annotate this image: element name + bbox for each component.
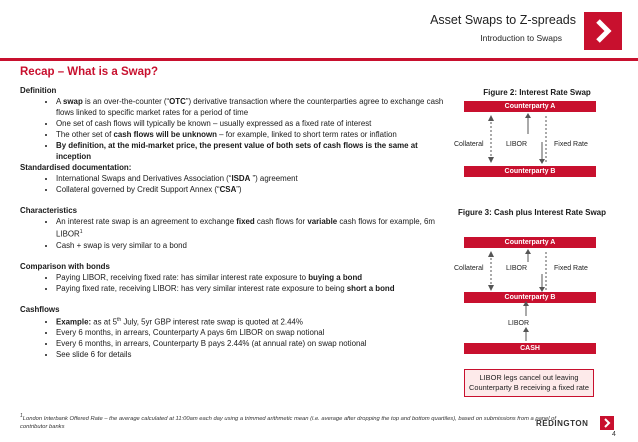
figure3-title: Figure 3: Cash plus Interest Rate Swap bbox=[457, 208, 607, 217]
figure3-libor2-label: LIBOR bbox=[508, 320, 530, 327]
definition-list bbox=[20, 96, 445, 162]
characteristics-list bbox=[20, 216, 445, 251]
figure2-counterparty-a: Counterparty A bbox=[464, 101, 596, 112]
standardised-list bbox=[20, 173, 445, 195]
list-item: • Cash + swap is very similar to a bond bbox=[56, 240, 445, 251]
header-rule bbox=[0, 58, 638, 61]
characteristics-heading: Characteristics bbox=[20, 206, 78, 215]
figure3-counterparty-b: Counterparty B bbox=[464, 292, 596, 303]
list-item: • One set of cash flows will typically be known – usually expressed as a fixed rate of interest bbox=[56, 118, 445, 129]
list-item: • Every 6 months, in arrears, Counterparty B pays 2.44% (at annual rate) on swap notional bbox=[56, 338, 445, 349]
figure2-flow-arrows bbox=[460, 112, 600, 166]
list-item: • Collateral governed by Credit Support Annex (“CSA”) bbox=[56, 184, 445, 195]
figure2-collateral-label: Collateral bbox=[454, 141, 484, 148]
figure3-cash: CASH bbox=[464, 343, 596, 354]
list-item: • See slide 6 for details bbox=[56, 349, 445, 360]
deck-title: Asset Swaps to Z-spreads bbox=[430, 13, 576, 27]
comparison-heading: Comparison with bonds bbox=[20, 261, 110, 271]
comparison-list bbox=[20, 272, 445, 294]
list-item: • The other set of cash flows will be unknown – for example, linked to short term rates or inflation bbox=[56, 129, 445, 140]
figure2-counterparty-b: Counterparty B bbox=[464, 166, 596, 177]
section-title: Recap – What is a Swap? bbox=[20, 66, 159, 78]
figure3-libor-label: LIBOR bbox=[506, 265, 528, 272]
list-item: • Paying fixed rate, receiving LIBOR: has very similar interest rate exposure to being short a bond bbox=[56, 283, 445, 294]
list-item: • By definition, at the mid-market price, the present value of both sets of cash flows is the same at inception bbox=[56, 140, 445, 162]
cashflows-list bbox=[20, 315, 445, 361]
figure3-fixed-rate-label: Fixed Rate bbox=[554, 265, 588, 272]
figure3-collateral-label: Collateral bbox=[454, 265, 484, 272]
deck-subtitle: Introduction to Swaps bbox=[480, 33, 562, 43]
list-item: • Every 6 months, in arrears, Counterparty A pays 6m LIBOR on swap notional bbox=[56, 327, 445, 338]
chevron-logo-icon bbox=[584, 12, 622, 50]
list-item: • Paying LIBOR, receiving fixed rate: has similar interest rate exposure to buying a bond bbox=[56, 272, 445, 283]
figure3-counterparty-a: Counterparty A bbox=[464, 237, 596, 248]
brand-chevron-icon bbox=[600, 416, 614, 430]
list-item: • A swap is an over-the-counter (“OTC”) derivative transaction where the counterparties agree to exchange cash flows linked to specific market rates for a period of time bbox=[56, 96, 445, 118]
definition-heading: Definition bbox=[20, 86, 57, 95]
figure2-fixed-rate-label: Fixed Rate bbox=[554, 141, 588, 148]
page-number: 4 bbox=[612, 431, 616, 438]
list-item: • An interest rate swap is an agreement to exchange fixed cash flows for variable cash flows for example, 6m LIBOR$^1$ bbox=[56, 216, 445, 240]
brand-name: REDINGTON bbox=[536, 419, 589, 428]
figure3-flow-arrows bbox=[460, 248, 600, 344]
content-column bbox=[20, 85, 445, 360]
figure2-libor-label: LIBOR bbox=[506, 141, 528, 148]
footnote: $^1$London Interbank Offered Rate – the average calculated at 11:00am each day using a trimmed arithmetic mean (i.e. average after dropping the top and bottom quartiles), based on submissions from a panel of contributor banks bbox=[20, 413, 556, 430]
list-item: • International Swaps and Derivatives Association (“ISDA ”) agreement bbox=[56, 173, 445, 184]
cashflows-heading: Cashflows bbox=[20, 304, 60, 314]
figure2-title: Figure 2: Interest Rate Swap bbox=[483, 88, 591, 97]
standardised-heading: Standardised documentation: bbox=[20, 163, 132, 172]
list-item: • Example: as at 5th July, 5yr GBP interest rate swap is quoted at 2.44% bbox=[56, 315, 445, 328]
figure3-note: LIBOR legs cancel out leaving Counterparty B receiving a fixed rate bbox=[464, 369, 594, 397]
